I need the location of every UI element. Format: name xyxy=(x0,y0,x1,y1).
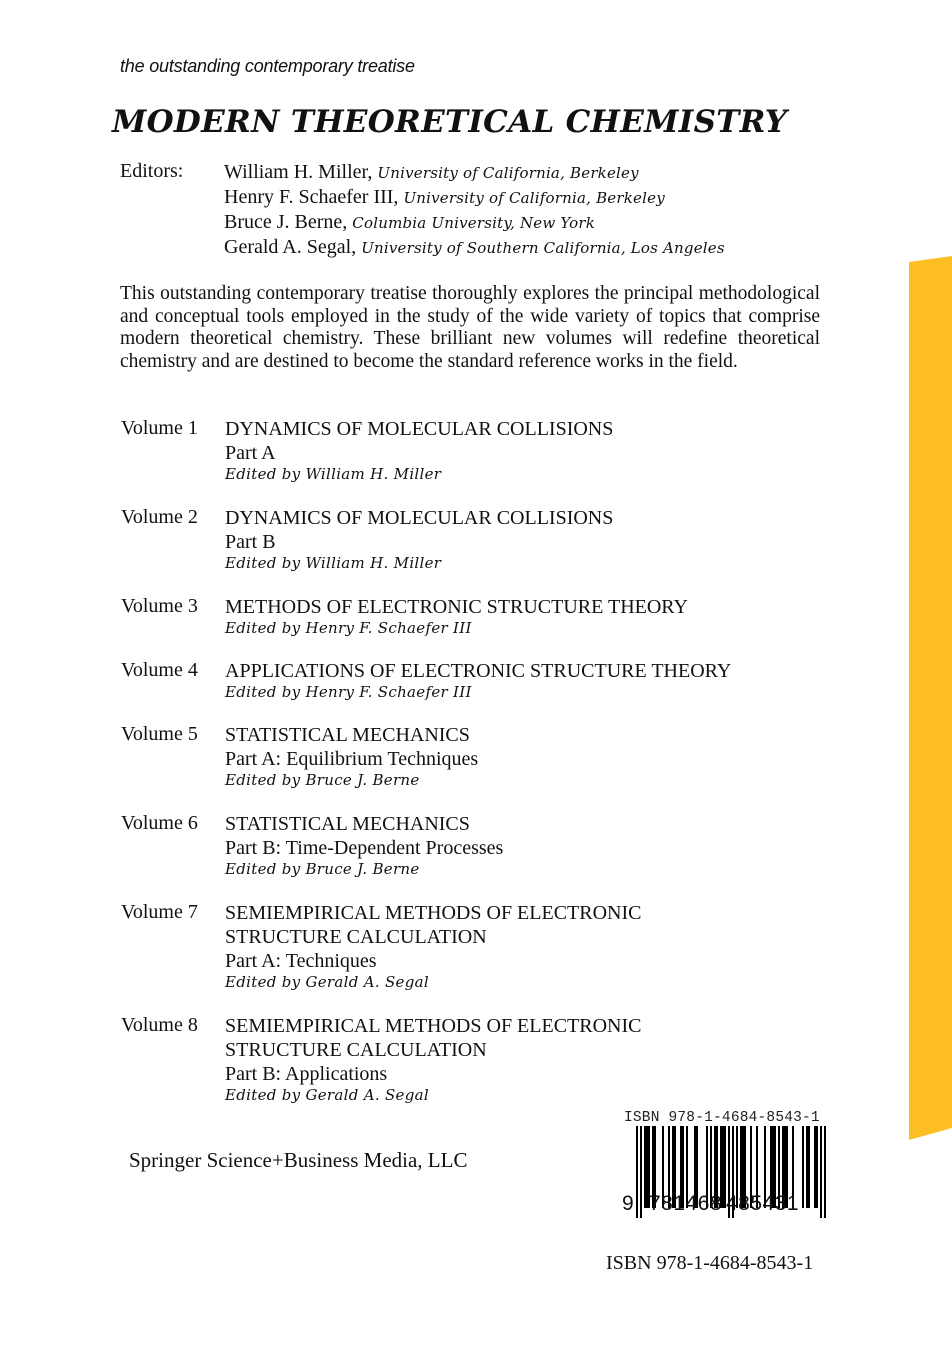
volume-number: Volume 2 xyxy=(121,506,198,528)
barcode-bar xyxy=(806,1126,808,1208)
editor-name: William H. Miller, xyxy=(224,161,373,183)
volume-editor: Edited by William H. Miller xyxy=(225,465,442,483)
barcode-digits-left: 781468 xyxy=(649,1192,723,1215)
volume-number: Volume 5 xyxy=(121,723,198,745)
barcode-bar xyxy=(644,1126,646,1208)
editor-row xyxy=(224,160,725,185)
volume-title: DYNAMICS OF MOLECULAR COLLISIONS xyxy=(225,507,614,529)
volume-body xyxy=(225,812,503,878)
editor-name: Gerald A. Segal, xyxy=(224,236,357,258)
volume-part: Part B: Applications xyxy=(225,1063,388,1085)
volume-editor: Edited by Henry F. Schaefer III xyxy=(225,683,472,701)
volume-editor: Edited by Gerald A. Segal xyxy=(225,973,429,991)
volume-number: Volume 3 xyxy=(121,595,198,617)
barcode-bar xyxy=(820,1126,822,1218)
description: This outstanding contemporary treatise thoroughly explores the principal methodological and conceptual tools employed in the study of the wide variety of topics that comprise modern theoretical chemistry. These brilliant new volumes will redefine theoretical chemistry and are destined to become the standard reference works in the field. xyxy=(120,283,820,372)
editor-row xyxy=(224,185,725,210)
volume-number: Volume 4 xyxy=(121,659,198,681)
volume-part: Part A: Techniques xyxy=(225,950,377,972)
volume-part: Part A: Equilibrium Techniques xyxy=(225,748,479,770)
volume-number: Volume 6 xyxy=(121,812,198,834)
volume-editor: Edited by Bruce J. Berne xyxy=(225,771,420,789)
barcode-bar xyxy=(802,1126,804,1208)
volume-title: SEMIEMPIRICAL METHODS OF ELECTRONIC xyxy=(225,1015,642,1037)
barcode xyxy=(622,1110,832,1220)
barcode-bar xyxy=(640,1126,642,1218)
volume-title: SEMIEMPIRICAL METHODS OF ELECTRONIC xyxy=(225,902,642,924)
editor-affiliation: Columbia University, New York xyxy=(352,214,596,232)
editor-name: Bruce J. Berne, xyxy=(224,211,348,233)
volume-number: Volume 7 xyxy=(121,901,198,923)
volume-body xyxy=(225,595,688,637)
editor-affiliation: University of California, Berkeley xyxy=(377,164,639,182)
editor-name: Henry F. Schaefer III, xyxy=(224,186,399,208)
barcode-bar xyxy=(814,1126,816,1208)
editors-list xyxy=(224,160,725,260)
barcode-bar xyxy=(824,1126,826,1218)
volume-number: Volume 8 xyxy=(121,1014,198,1036)
volume-title: DYNAMICS OF MOLECULAR COLLISIONS xyxy=(225,418,614,440)
volume-editor: Edited by Henry F. Schaefer III xyxy=(225,619,472,637)
barcode-digit-lead: 9 xyxy=(622,1192,634,1215)
volume-body xyxy=(225,659,731,701)
volume-title-line2: STRUCTURE CALCULATION xyxy=(225,1039,487,1061)
volume-body xyxy=(225,417,613,483)
publisher: Springer Science+Business Media, LLC xyxy=(129,1148,468,1172)
editor-row xyxy=(224,210,725,235)
tagline: the outstanding contemporary treatise xyxy=(120,56,415,76)
barcode-bar xyxy=(646,1126,648,1208)
barcode-bar xyxy=(636,1126,638,1218)
editor-row xyxy=(224,235,725,260)
editor-affiliation: University of Southern California, Los Angeles xyxy=(361,239,725,257)
volume-title-line2: STRUCTURE CALCULATION xyxy=(225,926,487,948)
volume-body xyxy=(225,1014,642,1104)
volume-body xyxy=(225,506,613,572)
volume-title: APPLICATIONS OF ELECTRONIC STRUCTURE THEORY xyxy=(225,660,732,682)
barcode-bar xyxy=(808,1126,810,1208)
isbn: ISBN 978-1-4684-8543-1 xyxy=(606,1252,814,1274)
volume-part: Part A xyxy=(225,442,276,464)
volume-part: Part B xyxy=(225,531,276,553)
volume-editor: Edited by Gerald A. Segal xyxy=(225,1086,429,1104)
spine-color-tab xyxy=(908,250,952,1140)
editors-label: Editors: xyxy=(120,160,184,182)
barcode-bar xyxy=(816,1126,818,1208)
volume-title: METHODS OF ELECTRONIC STRUCTURE THEORY xyxy=(225,596,688,618)
volume-editor: Edited by William H. Miller xyxy=(225,554,442,572)
volume-number: Volume 1 xyxy=(121,417,198,439)
editor-affiliation: University of California, Berkeley xyxy=(403,189,665,207)
barcode-isbn-label: ISBN 978-1-4684-8543-1 xyxy=(624,1110,820,1126)
volume-editor: Edited by Bruce J. Berne xyxy=(225,860,420,878)
volume-body xyxy=(225,723,478,789)
barcode-digits-right: 485431 xyxy=(726,1192,800,1215)
series-title: MODERN THEORETICAL CHEMISTRY xyxy=(112,104,788,140)
volume-title: STATISTICAL MECHANICS xyxy=(225,724,470,746)
spine-color-tab-shape xyxy=(909,256,952,1140)
volume-title: STATISTICAL MECHANICS xyxy=(225,813,470,835)
volume-body xyxy=(225,901,642,991)
volume-part: Part B: Time-Dependent Processes xyxy=(225,837,504,859)
barcode-bar xyxy=(722,1126,724,1208)
